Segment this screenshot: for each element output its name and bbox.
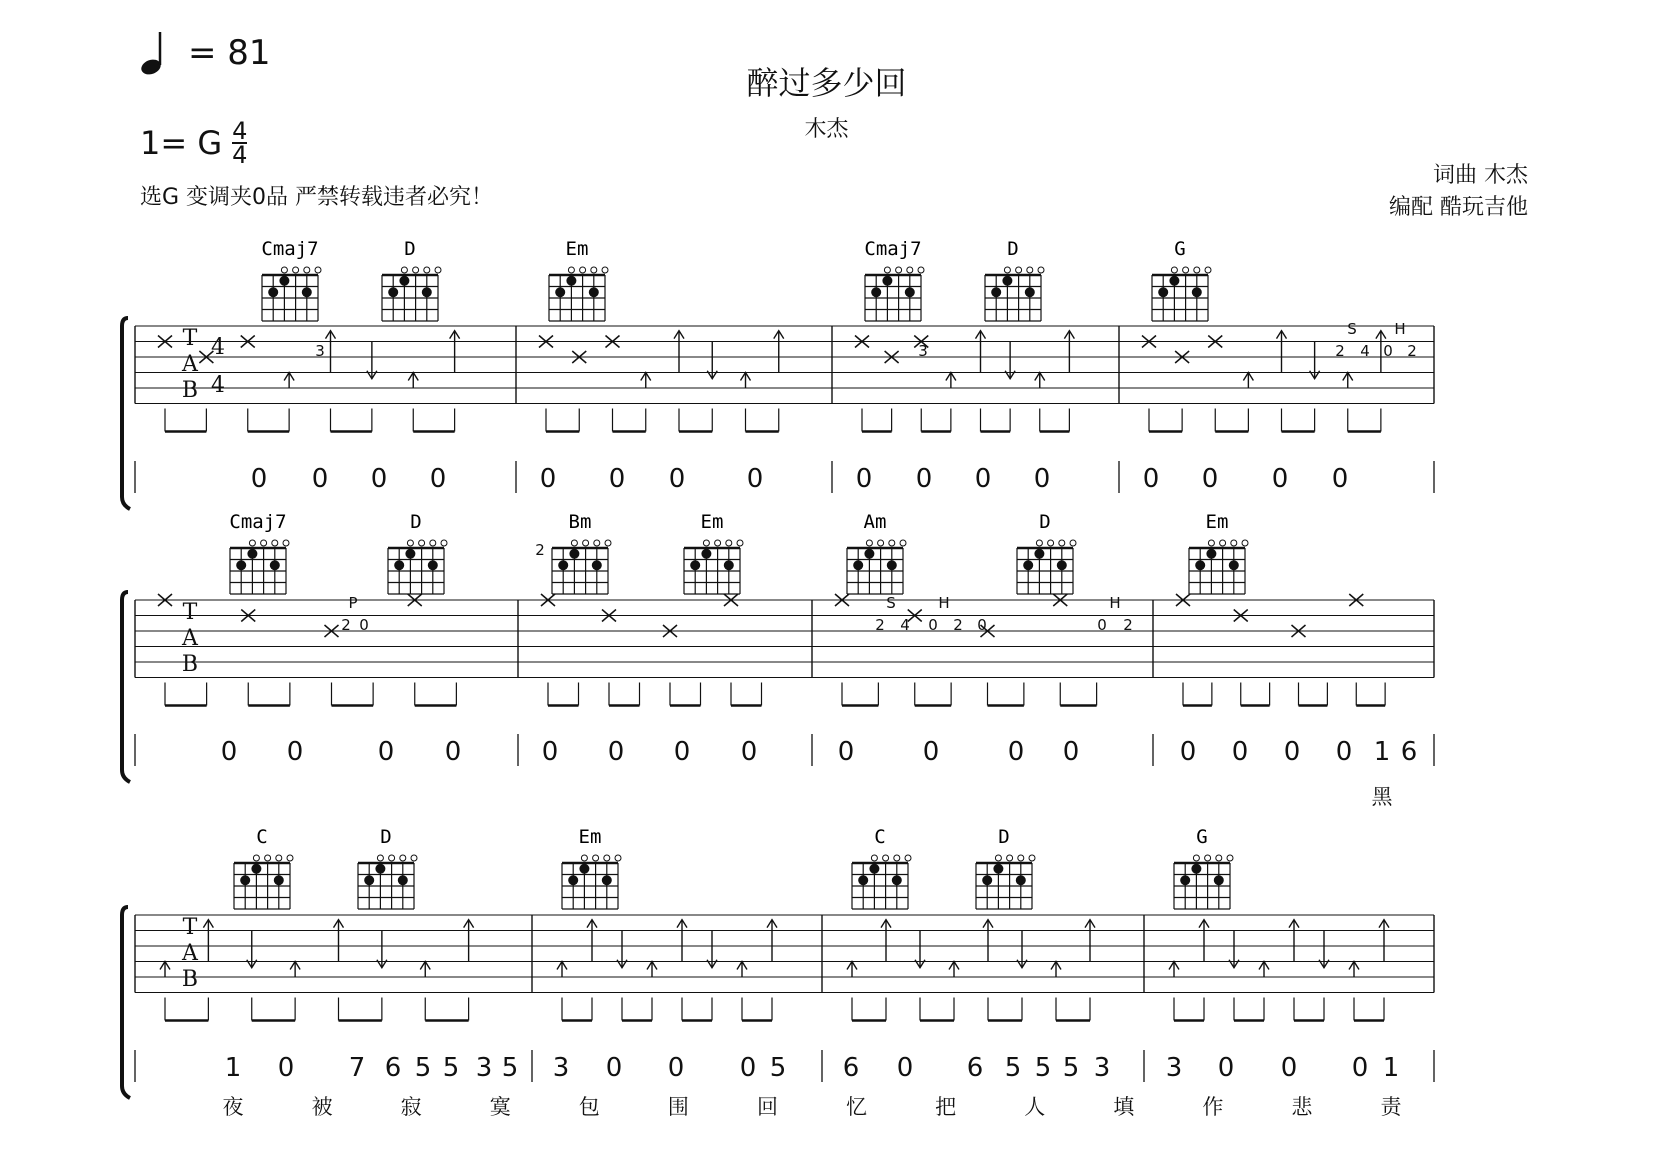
technique-mark: P [348,594,358,612]
jianpu-note: 0 [1142,464,1160,494]
chord-name: D [1039,511,1051,533]
chord-name: C [874,826,886,848]
jianpu-note: 0 [608,464,626,494]
chord-name: C [256,826,268,848]
chord-diagram [382,238,441,321]
credit-lyrics: 词曲 木杰 [1433,163,1528,188]
chord-name: G [1196,826,1208,848]
technique-mark: 2 [341,616,351,634]
chord-diagram [864,238,924,321]
tab-clef-letter: B [181,378,199,403]
tab-clef-letter: B [181,652,199,677]
capo-note: 选G 变调夹0品 严禁转载违者必究！ [140,185,494,210]
jianpu-note: 0 [1217,1053,1235,1083]
jianpu-note: 0 [370,464,388,494]
lyric-char: 人 [1024,1095,1046,1119]
technique-mark: 0 [359,616,369,634]
lyric-char: 夜 [222,1095,244,1119]
jianpu-note: 7 [348,1053,366,1083]
jianpu-note: 0 [1007,737,1025,767]
lyric-char: 回 [756,1095,778,1119]
jianpu-note: 0 [855,464,873,494]
technique-mark: S [1347,320,1357,338]
chord-name: Em [565,238,589,260]
lyric-char: 作 [1202,1095,1224,1119]
jianpu-note: 3 [552,1053,570,1083]
jianpu-note: 0 [277,1053,295,1083]
chord-name: Bm [568,511,592,533]
jianpu-note: 0 [1280,1053,1298,1083]
time-signature: $\frac{4}{4}$ [232,117,248,169]
jianpu-note: 0 [541,737,559,767]
lyric-char: 责 [1380,1095,1402,1119]
technique-mark: 2 [875,616,885,634]
jianpu-note: 0 [539,464,557,494]
lyric-char: 包 [578,1095,600,1119]
technique-mark: 0 [928,616,938,634]
jianpu-note: 0 [1231,737,1249,767]
lyric-char: 忆 [846,1095,868,1119]
chord-diagram [388,511,447,594]
tab-clef-letter: A [182,941,198,966]
jianpu-note: 0 [673,737,691,767]
lyric-char: 寞 [489,1095,511,1119]
tab-clef-letter: T [182,326,198,351]
chord-name: Cmaj7 [229,511,287,533]
jianpu-note: 5 [1004,1053,1022,1083]
chord-diagram [1017,511,1076,594]
jianpu-note: 0 [444,737,462,767]
chord-name: D [410,511,422,533]
technique-mark: 2 [1123,616,1133,634]
jianpu-note: 0 [896,1053,914,1083]
jianpu-note: 1 [224,1053,242,1083]
jianpu-note: 0 [377,737,395,767]
jianpu-note: 0 [922,737,940,767]
technique-mark: H [1394,320,1406,338]
lyric-char: 悲 [1291,1095,1313,1119]
jianpu-note: 6 [842,1053,860,1083]
tab-clef-letter: A [182,626,198,651]
jianpu-note: 0 [915,464,933,494]
jianpu-note: 0 [667,1053,685,1083]
jianpu-note: 5 [769,1053,787,1083]
jianpu-note: 0 [837,737,855,767]
jianpu-note: 3 [1093,1053,1111,1083]
lyric-char: 寂 [400,1095,422,1119]
jianpu-note: 0 [1271,464,1289,494]
chord-diagram [549,238,608,321]
tab-timesig: 4 [211,335,225,360]
chord-diagram [261,238,321,321]
technique-mark: 2 [1335,342,1345,360]
chord-diagram [985,238,1044,321]
tab-timesig: 4 [211,373,225,398]
tab-clef-letter: T [182,600,198,625]
lyric-char: 被 [311,1095,333,1119]
chord-diagram [976,826,1035,909]
jianpu-note: 0 [1335,737,1353,767]
technique-mark: H [1109,594,1121,612]
chord-name: G [1174,238,1186,260]
system-bracket [122,907,130,1098]
technique-mark: 3 [315,342,325,360]
chord-diagram [1174,826,1233,909]
tab-clef-letter: T [182,915,198,940]
chord-diagram [229,511,289,594]
chord-name: Em [578,826,602,848]
jianpu-note: 0 [668,464,686,494]
lyric-char: 围 [667,1095,689,1119]
jianpu-note: 0 [1283,737,1301,767]
system-bracket [122,318,130,509]
barre-fret: 2 [535,541,545,559]
chord-diagram [358,826,417,909]
jianpu-note: 0 [311,464,329,494]
jianpu-note: 0 [740,737,758,767]
jianpu-note: 0 [1331,464,1349,494]
chord-diagram [1152,238,1211,321]
key-value: 1= G [140,124,223,162]
jianpu-note: 5 [1062,1053,1080,1083]
jianpu-note: 0 [739,1053,757,1083]
song-artist: 木杰 [804,117,849,142]
technique-mark: 0 [1383,342,1393,360]
jianpu-note: 5 [1034,1053,1052,1083]
jianpu-note: 1 [1382,1053,1400,1083]
chord-name: Em [700,511,724,533]
jianpu-note: 5 [442,1053,460,1083]
jianpu-note: 0 [1351,1053,1369,1083]
chord-diagram [852,826,911,909]
chord-diagram [562,826,621,909]
jianpu-note: 0 [1062,737,1080,767]
tab-clef-letter: B [181,967,199,992]
tab-clef-letter: A [182,352,198,377]
jianpu-note: 3 [1165,1053,1183,1083]
jianpu-note: 0 [1201,464,1219,494]
chord-name: Am [863,511,887,533]
chord-name: Cmaj7 [864,238,922,260]
jianpu-note: 0 [250,464,268,494]
jianpu-note: 6 [966,1053,984,1083]
technique-mark: 2 [1407,342,1417,360]
jianpu-note: 0 [429,464,447,494]
technique-mark: H [938,594,950,612]
technique-mark: 4 [1360,342,1370,360]
system-bracket [122,592,130,782]
jianpu-note: 6 [1400,737,1418,767]
jianpu-note: 5 [414,1053,432,1083]
jianpu-note: 3 [475,1053,493,1083]
chord-name: Cmaj7 [261,238,319,260]
chord-diagram [234,826,293,909]
lyric-char: 黑 [1371,785,1393,809]
tempo-value: = 81 [188,33,271,73]
technique-mark: 2 [953,616,963,634]
jianpu-note: 0 [220,737,238,767]
technique-mark: 0 [1097,616,1107,634]
jianpu-note: 0 [746,464,764,494]
jianpu-note: 0 [607,737,625,767]
jianpu-note: 5 [501,1053,519,1083]
song-title: 醉过多少回 [746,64,907,102]
jianpu-note: 0 [1033,464,1051,494]
jianpu-note: 0 [286,737,304,767]
chord-name: Em [1205,511,1229,533]
jianpu-note: 0 [1179,737,1197,767]
jianpu-note: 0 [974,464,992,494]
chord-diagram [552,511,611,594]
jianpu-note: 6 [384,1053,402,1083]
jianpu-note: 1 [1373,737,1391,767]
lyric-char: 填 [1113,1095,1135,1119]
credit-arranger: 编配 酷玩吉他 [1389,195,1528,220]
chord-name: D [380,826,392,848]
lyric-char: 把 [935,1095,957,1119]
technique-mark: 3 [918,342,928,360]
chord-diagram [1189,511,1248,594]
chord-name: D [998,826,1010,848]
technique-mark: 0 [977,616,987,634]
chord-diagram [847,511,906,594]
technique-mark: 4 [900,616,910,634]
technique-mark: S [886,594,896,612]
chord-name: D [1007,238,1019,260]
chord-diagram [684,511,743,594]
chord-name: D [404,238,416,260]
jianpu-note: 0 [605,1053,623,1083]
